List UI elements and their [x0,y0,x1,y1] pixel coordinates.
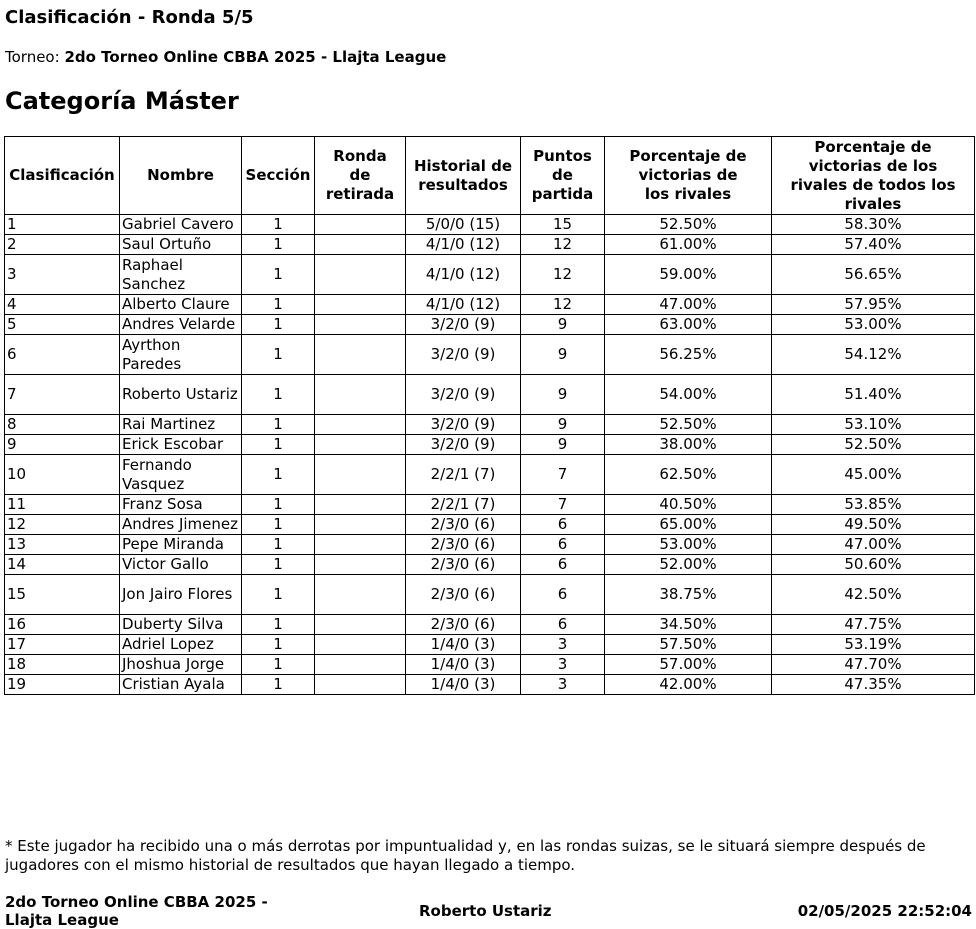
table-row [5,555,975,575]
points-cell: 12 [521,235,605,255]
opp-opp-pct-cell: 47.00% [772,535,975,555]
table-row [5,615,975,635]
name-cell: Raphael Sanchez [120,255,242,295]
name-cell: Jhoshua Jorge [120,655,242,675]
rank-cell: 6 [5,335,120,375]
footer-organizer: Roberto Ustariz [419,902,552,920]
opp-pct-cell: 38.00% [605,435,772,455]
points-cell: 9 [521,315,605,335]
table-row [5,415,975,435]
rank-cell: 10 [5,455,120,495]
section-cell: 1 [242,575,315,615]
rank-cell: 12 [5,515,120,535]
history-cell: 3/2/0 (9) [406,415,521,435]
footer-datetime: 02/05/2025 22:52:04 [797,902,972,920]
rank-cell: 8 [5,415,120,435]
opp-opp-pct-cell: 47.75% [772,615,975,635]
opp-opp-pct-cell: 50.60% [772,555,975,575]
opp-opp-pct-cell: 52.50% [772,435,975,455]
name-cell: Franz Sosa [120,495,242,515]
opp-pct-cell: 57.50% [605,635,772,655]
withdrawal-cell [315,455,406,495]
opp-pct-cell: 38.75% [605,575,772,615]
table-row [5,435,975,455]
section-cell: 1 [242,235,315,255]
points-cell: 9 [521,415,605,435]
points-cell: 12 [521,295,605,315]
table-row [5,635,975,655]
section-cell: 1 [242,435,315,455]
history-cell: 1/4/0 (3) [406,675,521,695]
points-cell: 15 [521,215,605,235]
withdrawal-cell [315,515,406,535]
withdrawal-cell [315,675,406,695]
table-row [5,335,975,375]
table-row [5,675,975,695]
opp-pct-cell: 52.00% [605,555,772,575]
section-cell: 1 [242,295,315,315]
header-withdrawal-round: Ronda de retirada [315,137,406,215]
table-row [5,655,975,675]
points-cell: 6 [521,615,605,635]
category-title: Categoría Máster [5,87,239,115]
section-cell: 1 [242,615,315,635]
section-cell: 1 [242,415,315,435]
opp-pct-cell: 34.50% [605,615,772,635]
name-cell: Ayrthon Paredes [120,335,242,375]
points-cell: 7 [521,455,605,495]
opp-opp-pct-cell: 56.65% [772,255,975,295]
history-cell: 2/3/0 (6) [406,615,521,635]
rank-cell: 16 [5,615,120,635]
withdrawal-cell [315,315,406,335]
history-cell: 1/4/0 (3) [406,655,521,675]
section-cell: 1 [242,335,315,375]
footnote: * Este jugador ha recibido una o más derrotas por impuntualidad y, en las rondas suizas, se le situará siempre después de jugadores con el mismo historial de resultados que hayan llegado a tiempo. [5,837,926,874]
points-cell: 3 [521,675,605,695]
history-cell: 3/2/0 (9) [406,335,521,375]
header-opponents-opponents-win-pct: Porcentaje de victorias de los rivales de todos los rivales [772,137,975,215]
section-cell: 1 [242,455,315,495]
points-cell: 12 [521,255,605,295]
section-cell: 1 [242,655,315,675]
tournament-name: 2do Torneo Online CBBA 2025 - Llajta League [64,48,447,66]
section-cell: 1 [242,555,315,575]
name-cell: Erick Escobar [120,435,242,455]
section-cell: 1 [242,495,315,515]
opp-pct-cell: 62.50% [605,455,772,495]
header-match-points: Puntos de partida [521,137,605,215]
opp-pct-cell: 57.00% [605,655,772,675]
points-cell: 9 [521,335,605,375]
table-row [5,315,975,335]
table-row [5,295,975,315]
history-cell: 2/3/0 (6) [406,535,521,555]
table-row [5,515,975,535]
name-cell: Pepe Miranda [120,535,242,555]
opp-opp-pct-cell: 53.85% [772,495,975,515]
history-cell: 2/2/1 (7) [406,495,521,515]
opp-opp-pct-cell: 58.30% [772,215,975,235]
table-header-row [5,137,975,215]
section-cell: 1 [242,215,315,235]
standings-table [4,136,975,695]
header-ranking: Clasificación [5,137,120,215]
withdrawal-cell [315,555,406,575]
withdrawal-cell [315,235,406,255]
section-cell: 1 [242,675,315,695]
section-cell: 1 [242,515,315,535]
tournament-label: Torneo: [5,48,60,66]
name-cell: Fernando Vasquez [120,455,242,495]
rank-cell: 3 [5,255,120,295]
rank-cell: 4 [5,295,120,315]
opp-pct-cell: 52.50% [605,215,772,235]
points-cell: 6 [521,515,605,535]
table-row [5,375,975,415]
name-cell: Rai Martinez [120,415,242,435]
name-cell: Gabriel Cavero [120,215,242,235]
withdrawal-cell [315,615,406,635]
opp-pct-cell: 42.00% [605,675,772,695]
points-cell: 6 [521,555,605,575]
opp-pct-cell: 47.00% [605,295,772,315]
opp-pct-cell: 52.50% [605,415,772,435]
rank-cell: 11 [5,495,120,515]
name-cell: Adriel Lopez [120,635,242,655]
rank-cell: 7 [5,375,120,415]
header-opponents-win-pct: Porcentaje de victorias de los rivales [605,137,772,215]
section-cell: 1 [242,535,315,555]
withdrawal-cell [315,415,406,435]
opp-opp-pct-cell: 53.00% [772,315,975,335]
opp-opp-pct-cell: 42.50% [772,575,975,615]
history-cell: 2/3/0 (6) [406,515,521,535]
withdrawal-cell [315,255,406,295]
withdrawal-cell [315,655,406,675]
history-cell: 2/3/0 (6) [406,575,521,615]
opp-opp-pct-cell: 53.19% [772,635,975,655]
history-cell: 4/1/0 (12) [406,255,521,295]
opp-opp-pct-cell: 53.10% [772,415,975,435]
rank-cell: 9 [5,435,120,455]
table-row [5,575,975,615]
footer-tournament: 2do Torneo Online CBBA 2025 - Llajta League [5,893,268,929]
points-cell: 6 [521,575,605,615]
opp-pct-cell: 61.00% [605,235,772,255]
history-cell: 3/2/0 (9) [406,375,521,415]
points-cell: 6 [521,535,605,555]
name-cell: Roberto Ustariz [120,375,242,415]
rank-cell: 18 [5,655,120,675]
rank-cell: 5 [5,315,120,335]
section-cell: 1 [242,315,315,335]
name-cell: Jon Jairo Flores [120,575,242,615]
name-cell: Andres Jimenez [120,515,242,535]
rank-cell: 15 [5,575,120,615]
history-cell: 4/1/0 (12) [406,295,521,315]
opp-pct-cell: 56.25% [605,335,772,375]
withdrawal-cell [315,495,406,515]
opp-pct-cell: 40.50% [605,495,772,515]
history-cell: 4/1/0 (12) [406,235,521,255]
opp-pct-cell: 65.00% [605,515,772,535]
name-cell: Alberto Claure [120,295,242,315]
opp-opp-pct-cell: 47.70% [772,655,975,675]
withdrawal-cell [315,215,406,235]
header-results-history: Historial de resultados [406,137,521,215]
history-cell: 2/2/1 (7) [406,455,521,495]
tournament-line [5,48,446,66]
table-row [5,235,975,255]
withdrawal-cell [315,535,406,555]
opp-pct-cell: 53.00% [605,535,772,555]
opp-pct-cell: 54.00% [605,375,772,415]
table-row [5,535,975,555]
name-cell: Cristian Ayala [120,675,242,695]
table-row [5,455,975,495]
history-cell: 5/0/0 (15) [406,215,521,235]
rank-cell: 14 [5,555,120,575]
section-cell: 1 [242,635,315,655]
opp-opp-pct-cell: 51.40% [772,375,975,415]
withdrawal-cell [315,435,406,455]
history-cell: 1/4/0 (3) [406,635,521,655]
opp-opp-pct-cell: 49.50% [772,515,975,535]
table-row [5,255,975,295]
withdrawal-cell [315,335,406,375]
name-cell: Duberty Silva [120,615,242,635]
rank-cell: 13 [5,535,120,555]
opp-opp-pct-cell: 57.95% [772,295,975,315]
table-row [5,215,975,235]
header-section: Sección [242,137,315,215]
rank-cell: 19 [5,675,120,695]
points-cell: 9 [521,435,605,455]
opp-opp-pct-cell: 54.12% [772,335,975,375]
history-cell: 2/3/0 (6) [406,555,521,575]
opp-pct-cell: 63.00% [605,315,772,335]
withdrawal-cell [315,375,406,415]
section-cell: 1 [242,255,315,295]
opp-opp-pct-cell: 57.40% [772,235,975,255]
section-cell: 1 [242,375,315,415]
name-cell: Saul Ortuño [120,235,242,255]
points-cell: 9 [521,375,605,415]
name-cell: Victor Gallo [120,555,242,575]
rank-cell: 17 [5,635,120,655]
header-name: Nombre [120,137,242,215]
points-cell: 3 [521,635,605,655]
points-cell: 3 [521,655,605,675]
opp-opp-pct-cell: 47.35% [772,675,975,695]
points-cell: 7 [521,495,605,515]
page-title: Clasificación - Ronda 5/5 [5,7,254,28]
history-cell: 3/2/0 (9) [406,315,521,335]
opp-opp-pct-cell: 45.00% [772,455,975,495]
rank-cell: 1 [5,215,120,235]
rank-cell: 2 [5,235,120,255]
table-row [5,495,975,515]
withdrawal-cell [315,635,406,655]
opp-pct-cell: 59.00% [605,255,772,295]
withdrawal-cell [315,295,406,315]
withdrawal-cell [315,575,406,615]
history-cell: 3/2/0 (9) [406,435,521,455]
name-cell: Andres Velarde [120,315,242,335]
